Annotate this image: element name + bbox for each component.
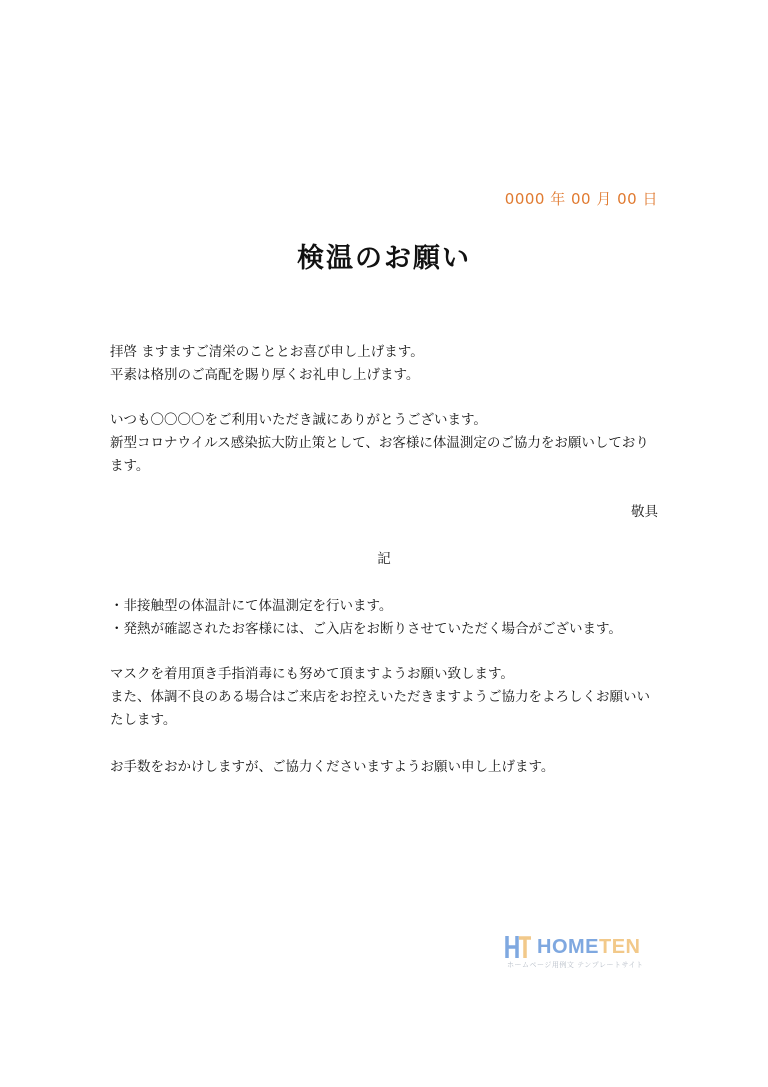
logo-ten-text: TEN xyxy=(599,936,641,958)
greeting-line-2: 平素は格別のご高配を賜り厚くお礼申し上げます。 xyxy=(110,367,420,383)
body-paragraph-2-line-2: また、体調不良のある場合はご来店をお控えいただきますようご協力をよろしくお願いい xyxy=(110,689,650,705)
body-paragraph-2-line-3: たします。 xyxy=(110,712,177,728)
body-paragraph-1-line-2: 新型コロナウイルス感染拡大防止策として、お客様に体温測定のご協力をお願いしており xyxy=(110,435,649,451)
ki-heading: 記 xyxy=(377,551,391,567)
hometen-logo-wordmark xyxy=(537,934,641,960)
logo-home-text: HOME xyxy=(537,936,599,958)
hometen-logo xyxy=(505,934,655,974)
closing-keigu: 敬具 xyxy=(631,504,658,520)
bullet-item-2: ・発熱が確認されたお客様には、ご入店をお断りさせていただく場合がございます。 xyxy=(110,621,622,637)
logo-subtitle: ホームページ用例文 テンプレートサイト xyxy=(507,961,644,969)
bullet-item-1: ・非接触型の体温計にて体温測定を行います。 xyxy=(110,598,393,614)
final-sentence: お手数をおかけしますが、ご協力くださいますようお願い申し上げます。 xyxy=(110,759,555,775)
document-title: 検温のお願い xyxy=(297,243,471,274)
document-date: 0000 年 00 月 00 日 xyxy=(504,190,658,208)
hometen-logo-icon xyxy=(505,934,533,960)
greeting-line-1: 拝啓 ますますご清栄のこととお喜び申し上げます。 xyxy=(110,344,424,360)
body-paragraph-1-line-3: ます。 xyxy=(110,458,150,474)
body-paragraph-2-line-1: マスクを着用頂き手指消毒にも努めて頂ますようお願い致します。 xyxy=(110,666,514,682)
body-paragraph-1-line-1: いつも〇〇〇〇をご利用いただき誠にありがとうございます。 xyxy=(110,412,487,428)
